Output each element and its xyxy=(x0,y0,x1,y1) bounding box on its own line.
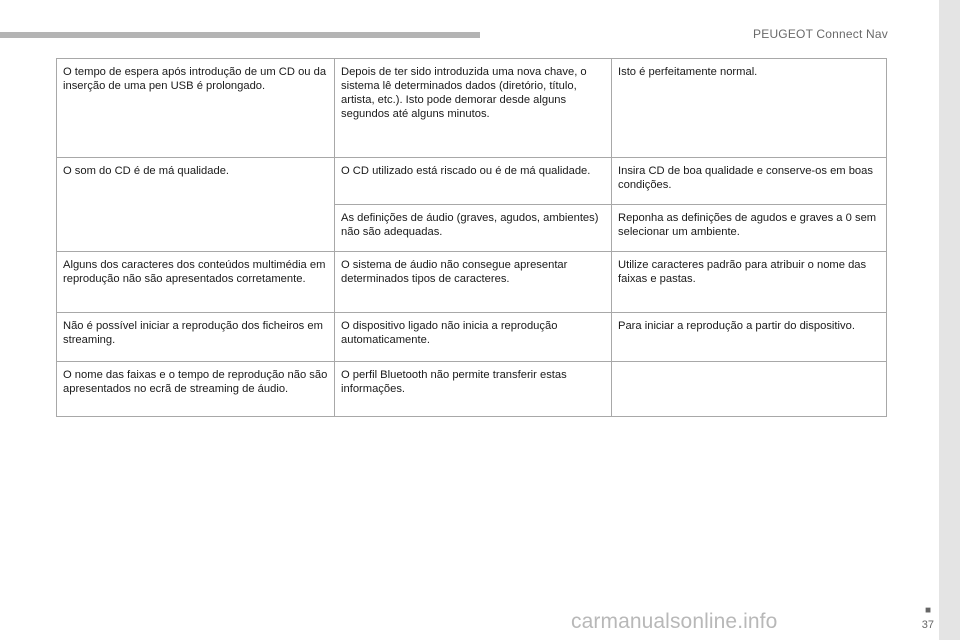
problem-cell: O som do CD é de má qualidade. xyxy=(57,158,335,252)
cause-cell: O CD utilizado está riscado ou é de má qualidade. xyxy=(335,158,612,205)
solution-cell: Insira CD de boa qualidade e conserve-os em boas condições. xyxy=(612,158,887,205)
table-row xyxy=(57,313,887,362)
solution-cell: Utilize caracteres padrão para atribuir o nome das faixas e pastas. xyxy=(612,252,887,313)
watermark: carmanualsonline.info xyxy=(571,610,778,633)
page-edge-strip xyxy=(939,0,960,640)
problem-cell: Alguns dos caracteres dos conteúdos multimédia em reprodução não são apresentados corretamente. xyxy=(57,252,335,313)
table-row xyxy=(57,362,887,417)
problem-cell: O nome das faixas e o tempo de reprodução não são apresentados no ecrã de streaming de áudio. xyxy=(57,362,335,417)
problem-cell: Não é possível iniciar a reprodução dos ficheiros em streaming. xyxy=(57,313,335,362)
cause-cell: O sistema de áudio não consegue apresentar determinados tipos de caracteres. xyxy=(335,252,612,313)
page-number: 37 xyxy=(921,619,934,631)
table-row xyxy=(57,158,887,205)
cause-cell: Depois de ter sido introduzida uma nova chave, o sistema lê determinados dados (diretório, título, artista, etc.). Isto pode demorar desde alguns segundos até alguns minutos. xyxy=(335,59,612,158)
problem-cell: O tempo de espera após introdução de um CD ou da inserção de uma pen USB é prolongado. xyxy=(57,59,335,158)
cause-cell: O dispositivo ligado não inicia a reprodução automaticamente. xyxy=(335,313,612,362)
cause-cell: As definições de áudio (graves, agudos, ambientes) não são adequadas. xyxy=(335,205,612,252)
cause-cell: O perfil Bluetooth não permite transferir estas informações. xyxy=(335,362,612,417)
page-marker-icon: ■ xyxy=(924,605,931,616)
solution-cell: Isto é perfeitamente normal. xyxy=(612,59,887,158)
header-bar xyxy=(0,32,480,38)
solution-cell: Para iniciar a reprodução a partir do dispositivo. xyxy=(612,313,887,362)
table-row xyxy=(57,59,887,158)
solution-cell xyxy=(612,362,887,417)
table-row xyxy=(57,252,887,313)
solution-cell: Reponha as definições de agudos e graves a 0 sem selecionar um ambiente. xyxy=(612,205,887,252)
troubleshooting-table xyxy=(56,58,887,417)
header-title: PEUGEOT Connect Nav xyxy=(753,27,888,41)
